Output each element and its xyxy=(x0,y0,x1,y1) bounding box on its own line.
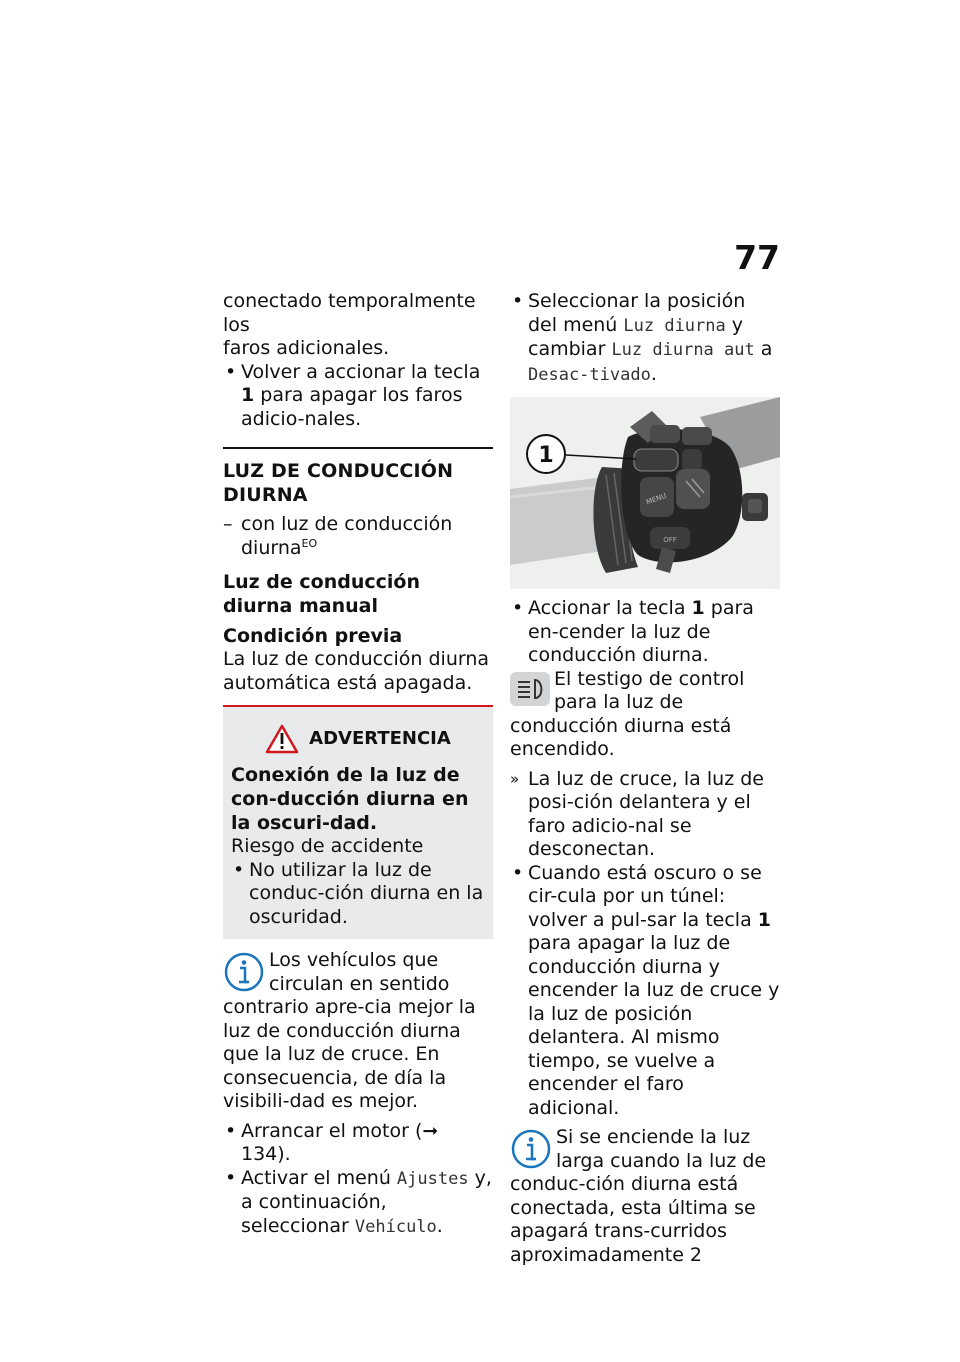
indicator-note xyxy=(510,668,780,762)
menu-value-to: Desac-tivado xyxy=(528,364,651,385)
info-text-high-beam: Si se enciende la luz larga cuando la luz de conduc-ción diurna está conectada, esta última se apagará trans-curridos aproximadamente 2 xyxy=(510,1126,767,1266)
menu-value-from: Luz diurna aut xyxy=(611,340,755,360)
indicator-text: El testigo de control para la luz de conducción diurna está encendido. xyxy=(510,667,745,760)
warning-header xyxy=(231,721,485,757)
page-ref-arrow-icon: ➞ xyxy=(422,1119,439,1142)
equipment-option: – con luz de conducción diurna$^{EO}$ xyxy=(223,513,493,560)
figure-callout-1: 1 xyxy=(538,443,554,468)
result-lights-off: » La luz de cruce, la luz de posi-ción delantera y el faro adicio-nal se desconectan. xyxy=(510,768,780,862)
section-title: LUZ DE CONDUCCIÓN DIURNA xyxy=(223,460,454,506)
step-start-engine: • Arrancar el motor (➞ 134). xyxy=(223,1120,493,1167)
precondition-title: Condición previa xyxy=(223,625,403,647)
info-icon xyxy=(510,1128,552,1170)
warning-heading: Conexión de la luz de con-ducción diurna en la oscuri-dad. xyxy=(231,764,469,834)
handlebar-switch-figure xyxy=(510,397,780,589)
right-column xyxy=(510,290,780,1267)
info-icon xyxy=(223,951,265,993)
info-note xyxy=(223,949,493,1114)
step-activate-menu: • Activar el menú Ajustes y, a continuación, seleccionar Vehículo. xyxy=(223,1167,493,1240)
key-ref: 1 xyxy=(691,597,705,619)
key-ref: 1 xyxy=(241,384,255,406)
menu-option: Luz diurna xyxy=(623,315,726,336)
step-tunnel-darkness: • Cuando está oscuro o se cir-cula por un túnel: volver a pul-sar la tecla 1 para apagar la luz de conducción diurna y encender la luz de cruce y la luz de posición delantera. Al mismo tiempo, se vuelve a encender el faro adicional. xyxy=(510,862,780,1121)
page-number: 77 xyxy=(734,238,780,277)
daytime-running-light-indicator-icon xyxy=(510,672,550,706)
warning-risk: Riesgo de accidente xyxy=(231,835,424,857)
left-column xyxy=(223,290,493,1239)
warning-triangle-icon xyxy=(265,724,299,754)
step-press-key: • Accionar la tecla 1 para en-cender la luz de conducción diurna. xyxy=(510,597,780,668)
warning-box xyxy=(223,705,493,939)
off-button-label: OFF xyxy=(663,536,677,544)
page-reference: 134 xyxy=(241,1143,278,1165)
intro-text: conectado temporalmente los faros adicionales. xyxy=(223,290,476,359)
subsection-title: Luz de conducción diurna manual xyxy=(223,571,420,617)
menu-button-label: MENU xyxy=(645,491,668,507)
section-rule xyxy=(223,447,493,449)
handlebar-switch-illustration xyxy=(510,397,780,589)
warning-action: • No utilizar la luz de conduc-ción diurna en la oscuridad. xyxy=(231,859,485,930)
menu-name: Ajustes xyxy=(396,1168,469,1189)
step-select-menu-position: • Seleccionar la posición del menú Luz diurna y cambiar Luz diurna aut a Desac-tivado. xyxy=(510,290,780,387)
step-turn-off-auxiliary-lights: • Volver a accionar la tecla 1 para apagar los faros adicio-nales. xyxy=(223,361,493,432)
key-ref: 1 xyxy=(757,908,771,931)
info-note-high-beam xyxy=(510,1126,780,1267)
option-code: EO xyxy=(301,536,318,550)
precondition-text: La luz de conducción diurna automática está apagada. xyxy=(223,648,490,694)
menu-item: Vehículo xyxy=(354,1216,437,1237)
info-text: Los vehículos que circulan en sentido contrario apre-cia mejor la luz de conducción diurna que la luz de cruce. En consecuencia, de día la visibili-dad es mejor. xyxy=(223,949,476,1112)
warning-label: ADVERTENCIA xyxy=(309,728,451,750)
